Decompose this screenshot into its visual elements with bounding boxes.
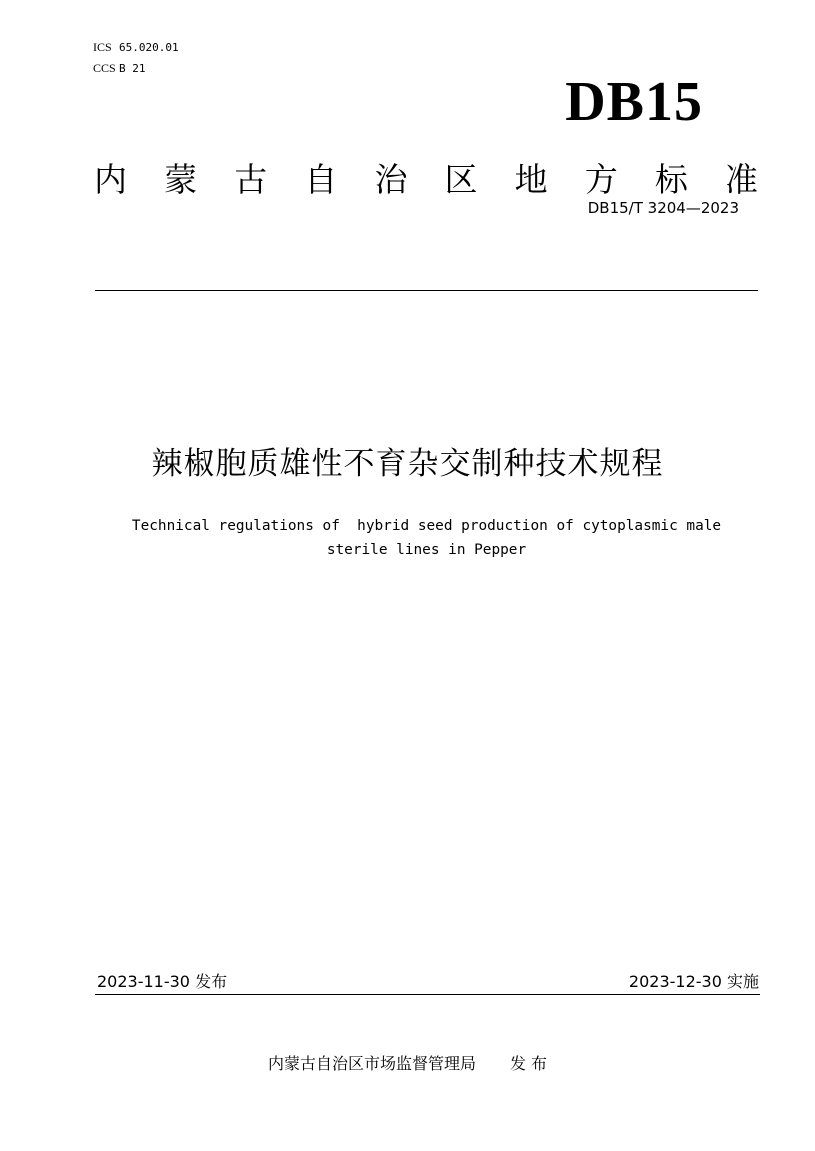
standard-class-char: 方 (584, 160, 618, 199)
ics-label: ICS (93, 40, 112, 54)
document-title-english-line-1: Technical regulations of hybrid seed production of cytoplasmic male (131, 518, 722, 534)
standard-class-heading (94, 160, 758, 200)
standard-number: DB15/T 3204—2023 (587, 199, 739, 217)
document-title: 辣椒胞质雄性不育杂交制种技术规程 (151, 446, 664, 482)
header-divider (95, 290, 758, 291)
standard-class-char: 区 (444, 160, 478, 199)
ccs-code: B 21 (119, 62, 146, 75)
publisher-line (0, 1053, 815, 1075)
standard-class-char: 自 (304, 160, 338, 199)
ics-code: 65.020.01 (119, 41, 179, 54)
ics-code-line (93, 40, 179, 55)
ccs-label: CCS (93, 61, 116, 75)
document-title-english-line-2: sterile lines in Pepper (326, 542, 527, 558)
footer-divider (95, 994, 760, 995)
standard-mark: DB15 (565, 71, 703, 133)
implement-date: 2023-12-30 实施 (628, 972, 759, 991)
publisher-name: 内蒙古自治区市场监督管理局 (267, 1054, 476, 1073)
standard-class-char: 古 (234, 160, 268, 199)
standard-class-char: 标 (654, 160, 688, 199)
issue-date: 2023-11-30 发布 (97, 972, 228, 991)
standard-class-char: 治 (374, 160, 408, 199)
ccs-code-line (93, 61, 146, 76)
standard-class-char: 地 (514, 160, 548, 199)
standard-class-char: 准 (724, 160, 758, 199)
publish-word: 发 布 (509, 1054, 548, 1073)
standard-class-char: 内 (94, 160, 127, 199)
standard-class-char: 蒙 (164, 160, 198, 199)
